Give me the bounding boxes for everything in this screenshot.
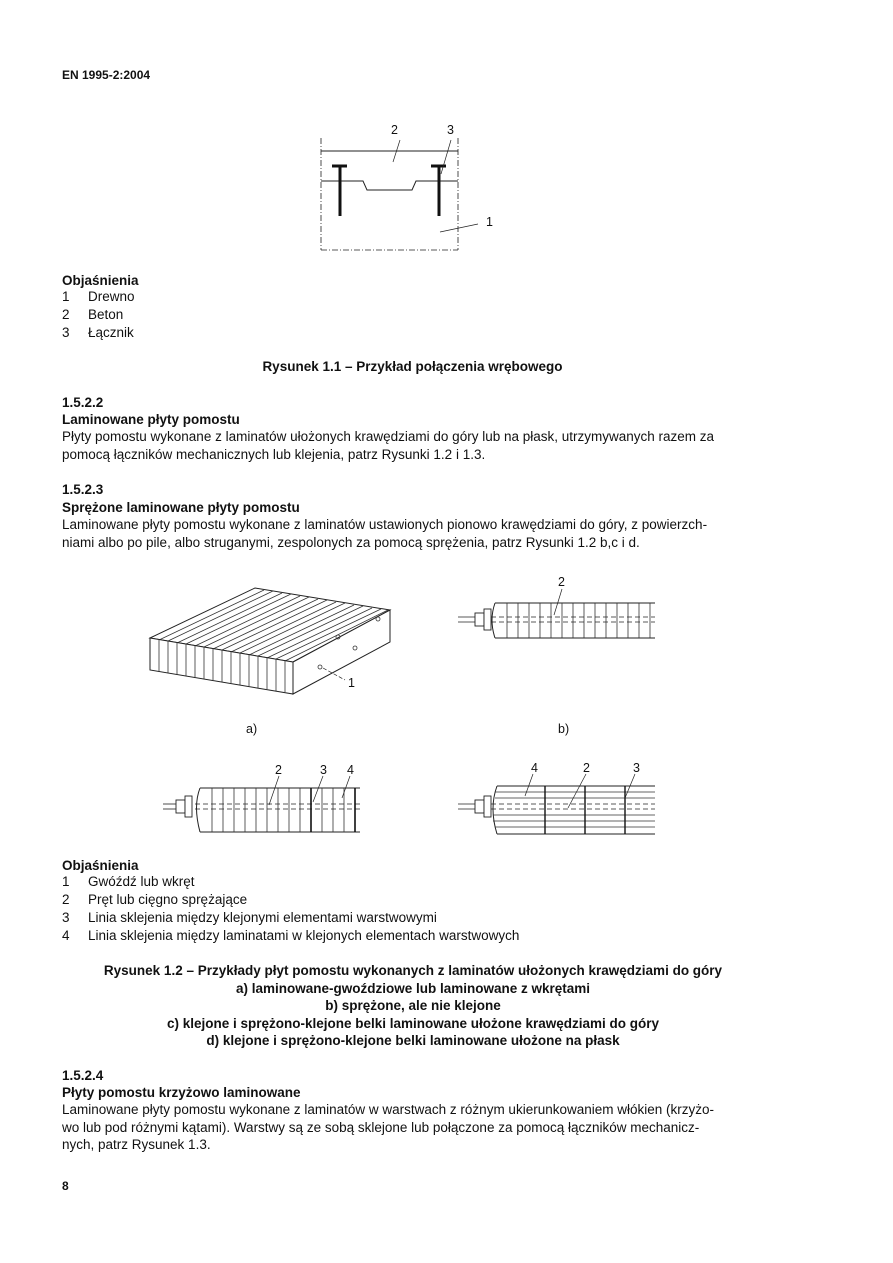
section-1-5-2-2-body: Płyty pomostu wykonane z laminatów ułożonych krawędziami do góry lub na płask, utrzymywanych razem za pomocą łączników mechanicznych lub klejenia, patrz Rysunki 1.2 i 1.3. bbox=[62, 429, 715, 462]
page-number: 8 bbox=[62, 1179, 69, 1193]
fig2d-callout-2: 2 bbox=[583, 761, 590, 775]
section-1-5-2-4-number: 1.5.2.4 bbox=[62, 1068, 104, 1083]
section-1-5-2-4-title: Płyty pomostu krzyżowo laminowane bbox=[62, 1085, 301, 1100]
fig2c-callout-4: 4 bbox=[347, 763, 354, 777]
fig2d-callout-3: 3 bbox=[633, 761, 640, 775]
figure-1-1-drawing bbox=[300, 118, 520, 258]
figure-1-2c-drawing bbox=[160, 760, 370, 840]
section-1-5-2-3-number: 1.5.2.3 bbox=[62, 482, 104, 497]
fig1-label-3: 3 bbox=[447, 123, 454, 137]
figure-1-2d-drawing bbox=[455, 758, 665, 843]
figure-1-2-caption: Rysunek 1.2 – Przykłady płyt pomostu wykonanych z laminatów ułożonych krawędziami do góry a) laminowane-gwoździowe lub laminowane z wkrętami b) sprężone, ale nie klejone c) klejone i sprężono-klejone belki laminowane ułożone krawędziami do góry d) klejone i sprężono-klejone belki laminowane ułożone na płask bbox=[103, 963, 723, 1049]
section-1-5-2-3-title: Sprężone laminowane płyty pomostu bbox=[62, 500, 300, 515]
section-1-5-2-2-number: 1.5.2.2 bbox=[62, 395, 104, 410]
fig2b-callout-2: 2 bbox=[558, 575, 565, 589]
document-header: EN 1995-2:2004 bbox=[62, 68, 151, 82]
fig2-legend-item: 2 Pręt lub cięgno sprężające bbox=[62, 892, 248, 907]
fig2-legend-item: 4 Linia sklejenia między laminatami w klejonych elementach warstwowych bbox=[62, 928, 520, 943]
fig1-legend-item: 1 Drewno bbox=[62, 289, 135, 304]
figure-1-2b-drawing bbox=[455, 572, 675, 652]
fig2-label-b: b) bbox=[558, 722, 570, 736]
fig1-legend-item: 2 Beton bbox=[62, 307, 124, 322]
fig2d-callout-4: 4 bbox=[531, 761, 538, 775]
fig1-legend-title: Objaśnienia bbox=[62, 273, 139, 288]
figure-1-2a-drawing bbox=[145, 585, 405, 735]
fig2c-callout-3: 3 bbox=[320, 763, 327, 777]
fig1-label-2: 2 bbox=[391, 123, 398, 137]
fig2-legend-title: Objaśnienia bbox=[62, 858, 139, 873]
fig2-legend-item: 1 Gwóźdź lub wkręt bbox=[62, 874, 195, 889]
section-1-5-2-2-title: Laminowane płyty pomostu bbox=[62, 412, 240, 427]
fig1-label-1: 1 bbox=[486, 215, 493, 229]
fig1-legend-item: 3 Łącznik bbox=[62, 325, 134, 340]
fig2-legend-item: 3 Linia sklejenia między klejonymi elementami warstwowymi bbox=[62, 910, 437, 925]
fig2c-callout-2: 2 bbox=[275, 763, 282, 777]
figure-1-1-caption: Rysunek 1.1 – Przykład połączenia wrębowego bbox=[262, 359, 563, 374]
fig2-label-a: a) bbox=[246, 722, 258, 736]
section-1-5-2-4-body: Laminowane płyty pomostu wykonane z laminatów w warstwach z różnym ukierunkowaniem włókien (krzyżo- wo lub pod różnymi kątami). Warstwy są ze sobą sklejone lub połączone za pomocą łączników mechanicz- nych, patrz Rysunek 1.3. bbox=[62, 1102, 715, 1152]
section-1-5-2-3-body: Laminowane płyty pomostu wykonane z laminatów ustawionych pionowo krawędziami do góry, z powierzch- niami albo po pile, albo struganymi, zespolonych za pomocą sprężenia, patrz Rysunki 1.2 b,c i d. bbox=[62, 517, 708, 550]
fig2a-callout-1: 1 bbox=[348, 676, 355, 690]
